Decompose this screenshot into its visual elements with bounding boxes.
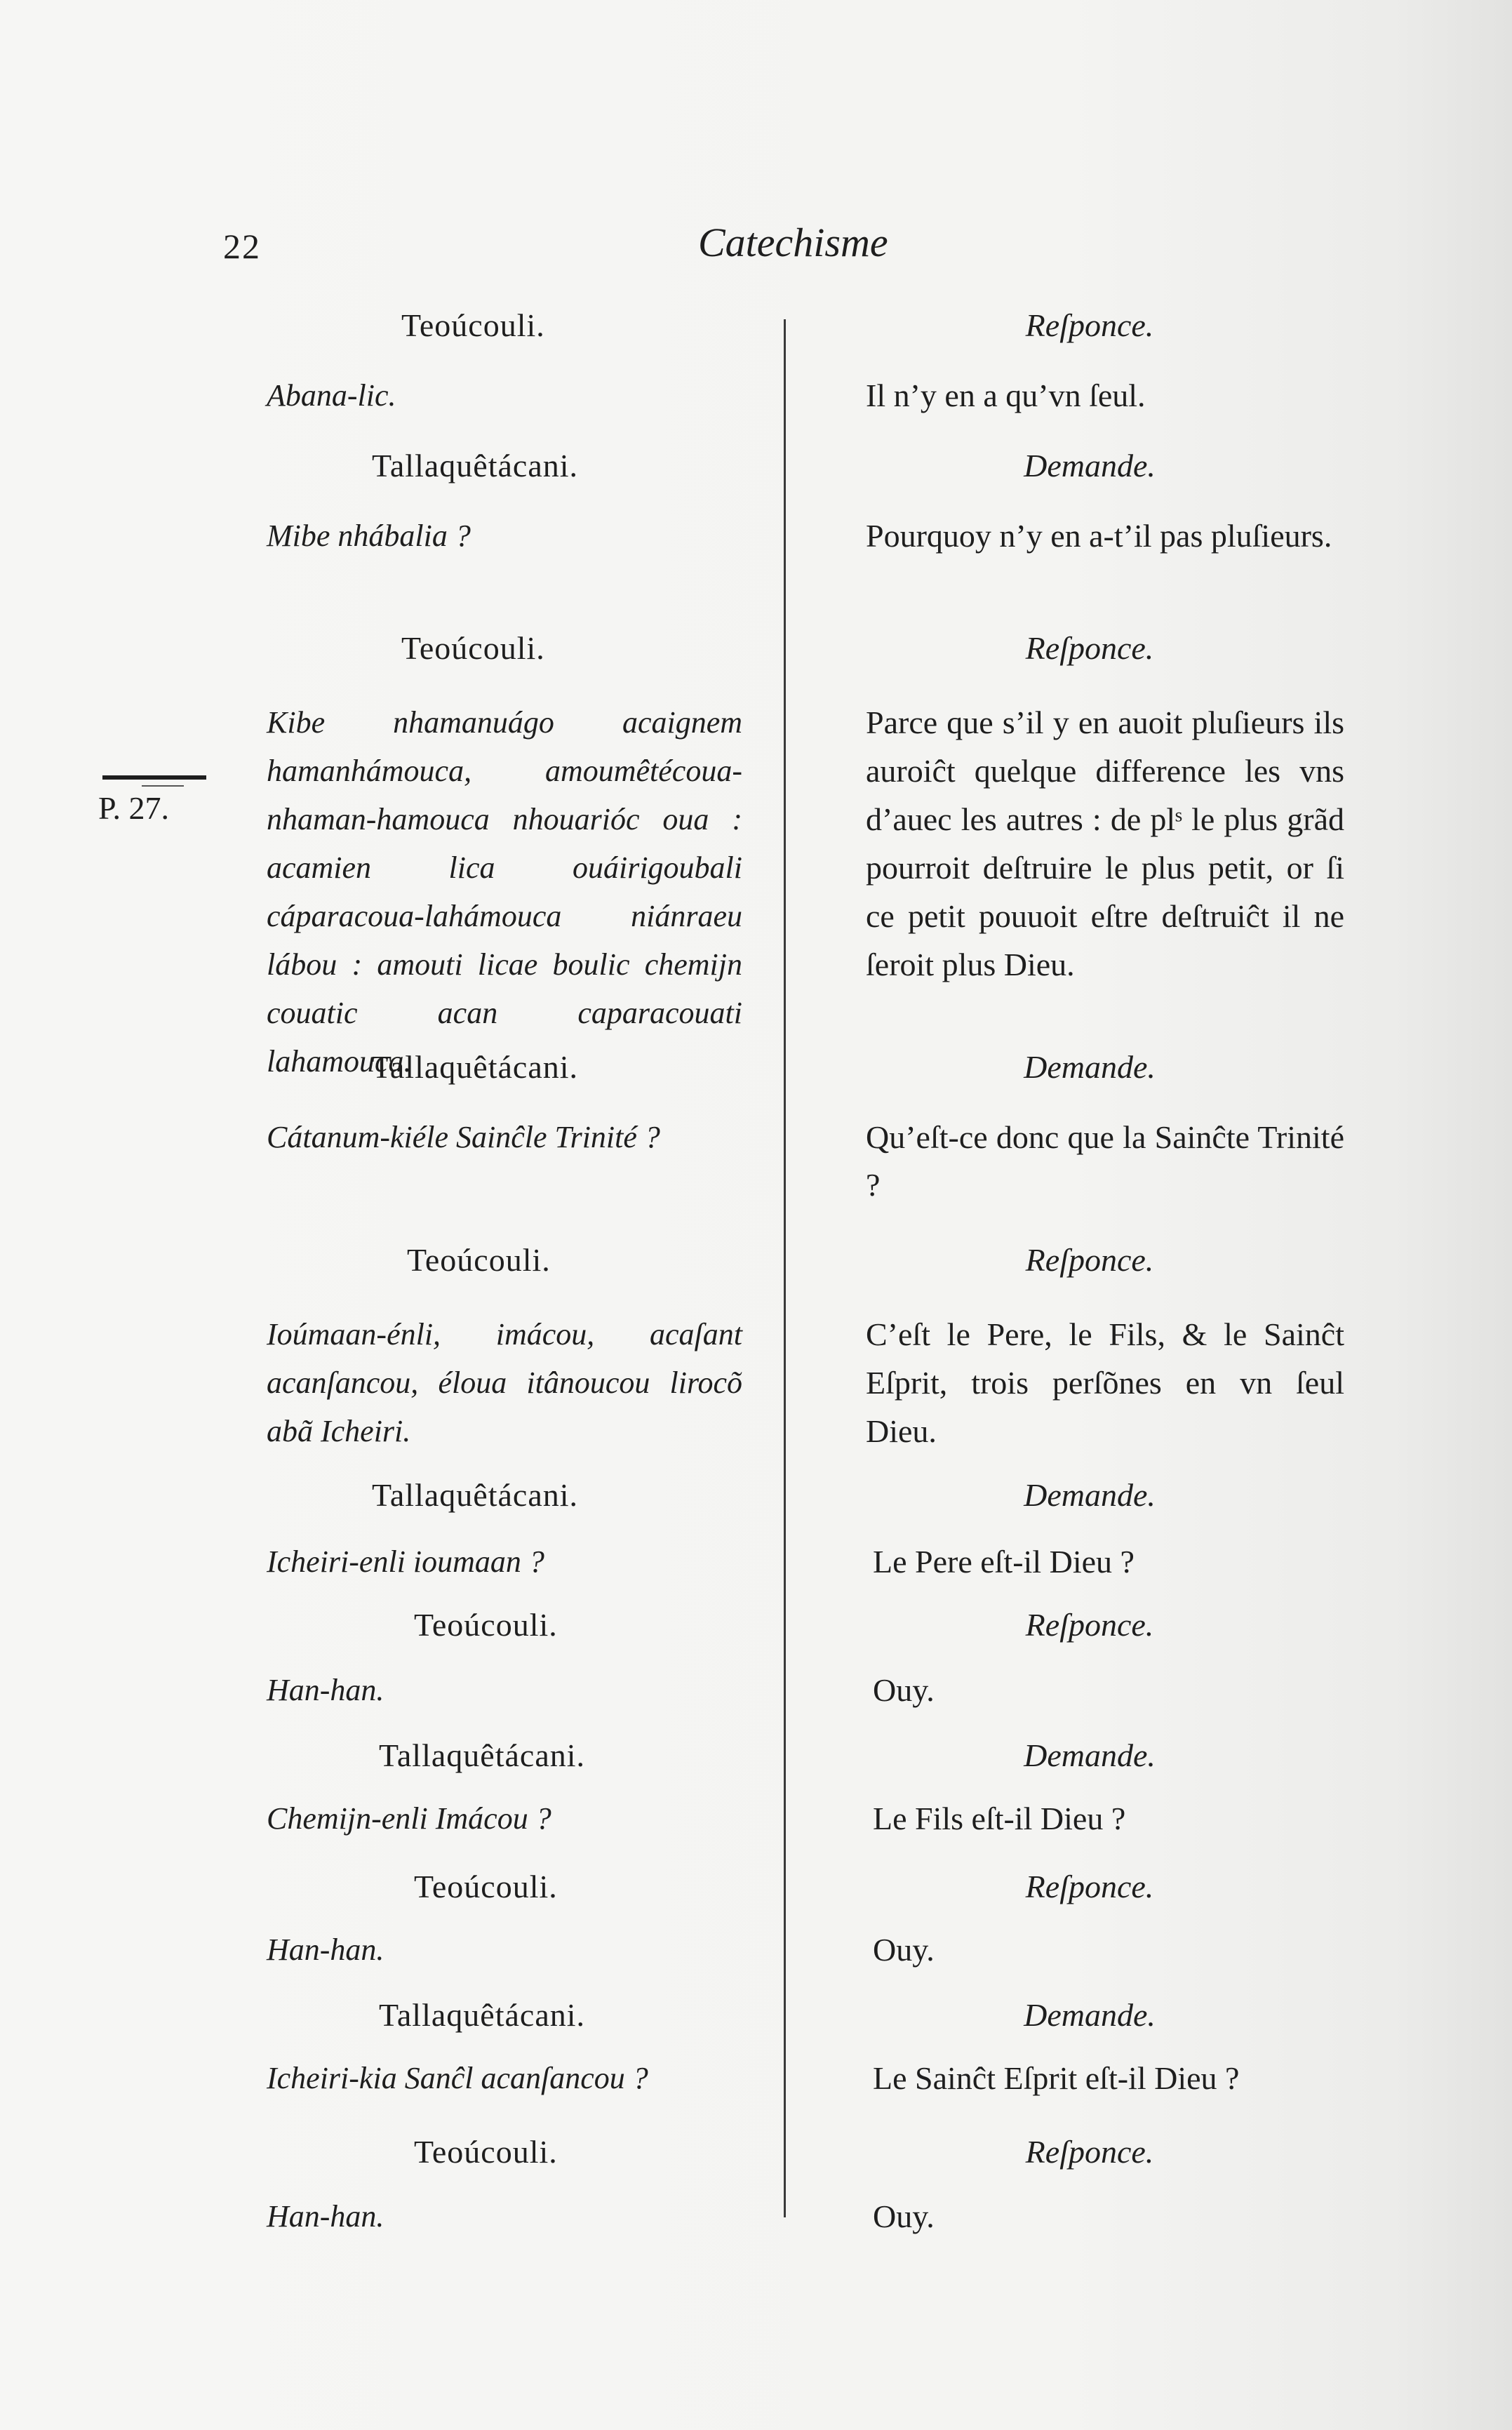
speaker-label: Teoúcouli. xyxy=(401,307,545,343)
dialogue-paragraph: Qu’eſt-ce donc que la Sainĉte Trinité ? xyxy=(866,1119,1344,1203)
speaker-label: Teoúcouli. xyxy=(414,1607,558,1643)
dialogue-line: Le Pere eſt-il Dieu ? xyxy=(873,1544,1135,1580)
margin-note xyxy=(98,775,206,827)
page-header xyxy=(0,219,1512,275)
dialogue-line: Icheiri-enli ioumaan ? xyxy=(267,1544,544,1579)
dialogue-line: Ouy. xyxy=(873,1672,935,1708)
speaker-label: Tallaquêtácani. xyxy=(372,448,579,483)
speaker-label: Reſponce. xyxy=(1025,1242,1154,1278)
speaker-label: Reſponce. xyxy=(1025,630,1154,666)
dialogue-line: Cátanum-kiéle Sainĉle Trinité ? xyxy=(267,1120,660,1154)
dialogue-paragraph: C’eſt le Pere, le Fils, & le Sainĉt Eſprit, trois perſõnes en vn ſeul Dieu. xyxy=(866,1316,1344,1449)
speaker-label: Reſponce. xyxy=(1025,1607,1154,1643)
margin-rule xyxy=(102,775,206,780)
speaker-label: Demande. xyxy=(1024,1049,1156,1085)
dialogue-line: Le Sainĉt Eſprit eſt-il Dieu ? xyxy=(873,2060,1240,2096)
dialogue-paragraph: Kibe nhamanuágo acaignem hamanhámouca, amoumêtécoua-nhaman-hamouca nhouarióc oua : acamien lica ouáirigoubali cáparacoua-lahámouca niánraeu lábou : amouti licae boulic chemijn couatic acan caparacouati lahamouca. xyxy=(267,705,742,1079)
dialogue-paragraph: Pourquoy n’y en a-t’il pas pluſieurs. xyxy=(866,518,1332,554)
speaker-label: Teoúcouli. xyxy=(407,1242,551,1278)
speaker-label: Demande. xyxy=(1024,1737,1156,1773)
dialogue-line: Han-han. xyxy=(267,2199,384,2234)
dialogue-line: Han-han. xyxy=(267,1932,384,1967)
dialogue-line: Ouy. xyxy=(873,2198,935,2234)
dialogue-line: Abana-lic. xyxy=(267,378,396,413)
dialogue-line: Chemijn-enli Imácou ? xyxy=(267,1801,551,1836)
speaker-label: Teoúcouli. xyxy=(414,1869,558,1904)
margin-rule-short xyxy=(142,785,184,787)
speaker-label: Teoúcouli. xyxy=(414,2134,558,2170)
speaker-label: Teoúcouli. xyxy=(401,630,545,666)
running-title: Catechisme xyxy=(698,220,888,265)
dialogue-line: Icheiri-kia Sanĉl acanſancou ? xyxy=(267,2061,648,2095)
dialogue-line: Ouy. xyxy=(873,1932,935,1968)
speaker-label: Tallaquêtácani. xyxy=(372,1477,579,1513)
speaker-label: Tallaquêtácani. xyxy=(379,1997,586,2033)
dialogue-line: Mibe nhábalia ? xyxy=(267,519,471,553)
speaker-label: Tallaquêtácani. xyxy=(379,1737,586,1773)
speaker-label: Reſponce. xyxy=(1025,307,1154,343)
dialogue-line: Le Fils eſt-il Dieu ? xyxy=(873,1801,1126,1836)
speaker-label: Demande. xyxy=(1024,1477,1156,1513)
dialogue-line: Han-han. xyxy=(267,1673,384,1707)
speaker-label: Reſponce. xyxy=(1025,1869,1154,1904)
page-number: 22 xyxy=(223,227,261,266)
speaker-label: Demande. xyxy=(1024,448,1156,483)
speaker-label: Tallaquêtácani. xyxy=(372,1049,579,1085)
dialogue-paragraph: Ioúmaan-énli, imácou, acaſant acanſancou, éloua itânoucou lirocõ abã Icheiri. xyxy=(267,1317,742,1448)
margin-page-reference: P. 27. xyxy=(98,790,169,826)
speaker-label: Demande. xyxy=(1024,1997,1156,2033)
dialogue-line: Il n’y en a qu’vn ſeul. xyxy=(866,378,1146,413)
speaker-label: Reſponce. xyxy=(1025,2134,1154,2170)
dialogue-paragraph: Parce que s’il y en auoit pluſieurs ils auroiĉt quelque difference les vns d’auec les autres : de plˢ le plus grãd pourroit deſtruire le plus petit, or ſi ce petit pouuoit eſtre deſtruiĉt il ne ſeroit plus Dieu. xyxy=(866,705,1344,982)
